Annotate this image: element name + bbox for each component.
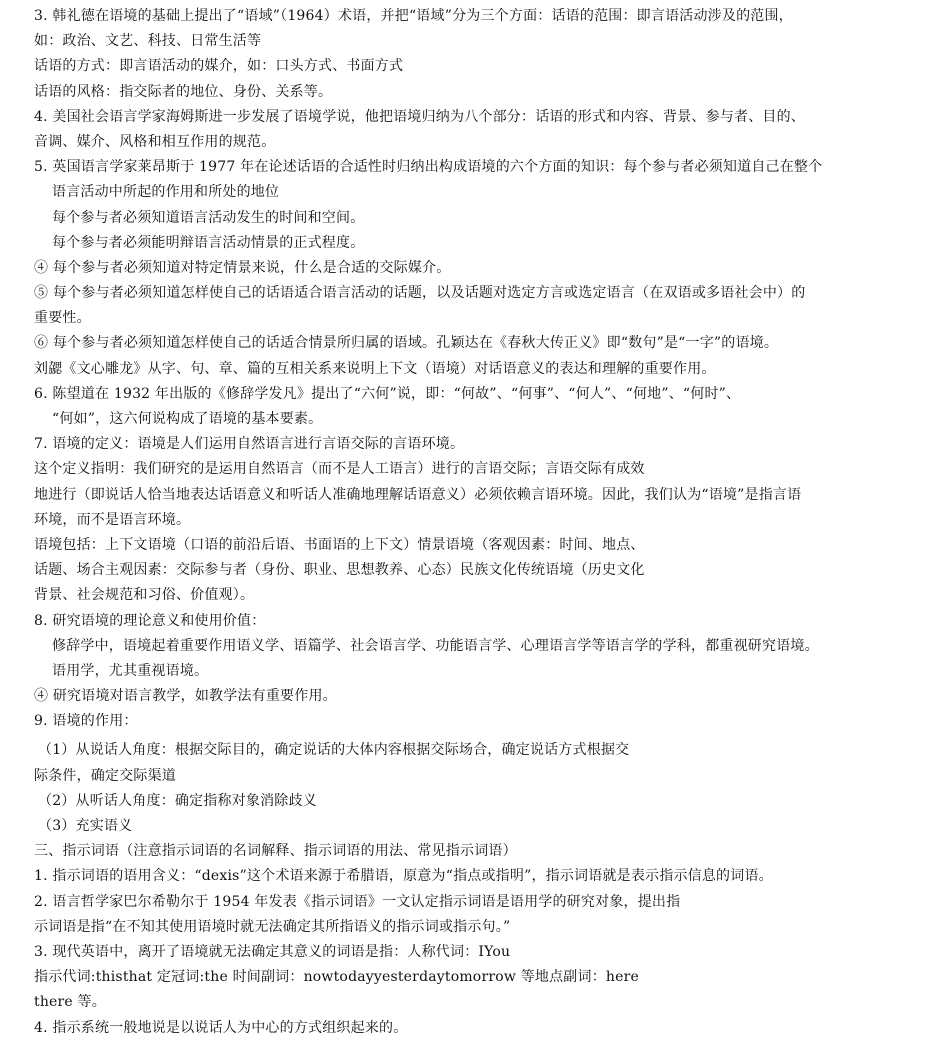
text-line: 7. 语境的定义：语境是人们运用自然语言进行言语交际的言语环境。 — [34, 436, 465, 453]
text-line: 三、指示词语（注意指示词语的名词解释、指示词语的用法、常见指示词语） — [34, 843, 517, 860]
text-line: 1. 指示词语的语用含义：“dexis”这个术语来源于希腊语，原意为“指点或指明”，指示词语就是表示指示信息的词语。 — [34, 868, 773, 885]
text-line: 每个参与者必须能明辩语言活动情景的正式程度。 — [52, 234, 365, 251]
text-line: 4. 指示系统一般地说是以说话人为中心的方式组织起来的。 — [34, 1019, 408, 1036]
text-line: 5. 英国语言学家莱昂斯于 1977 年在论述话语的合适性时归纳出构成语境的六个方面的知识：每个参与者必须知道自己在整个 — [34, 159, 823, 176]
text-line: “何如”，这六何说构成了语境的基本要素。 — [52, 411, 323, 427]
text-line: 话语的风格：指交际者的地位、身份、关系等。 — [34, 83, 333, 100]
text-line: 4. 美国社会语言学家海姆斯进一步发展了语境学说，他把语境归纳为八个部分：话语的形式和内容、背景、参与者、目的、 — [34, 108, 806, 125]
text-line: 2. 语言哲学家巴尔希勒尔于 1954 年发表《指示词语》一文认定指示词语是语用学的研究对象，提出指 — [34, 893, 681, 910]
text-line: 话语的方式：即言语活动的媒介，如：口头方式、书面方式 — [34, 58, 404, 75]
text-line: 修辞学中，语境起着重要作用语义学、语篇学、社会语言学、功能语言学、心理语言学等语言学的学科，都重视研究语境。 — [52, 637, 819, 654]
text-line: 3. 现代英语中，离开了语境就无法确定其意义的词语是指：人称代词：IYou — [34, 943, 511, 960]
text-line: 8. 研究语境的理论意义和使用价值： — [34, 612, 266, 629]
text-line: 刘勰《文心雕龙》从字、句、章、篇的互相关系来说明上下文（语境）对话语意义的表达和理解的重要作用。 — [34, 360, 716, 377]
text-line: ⑤ 每个参与者必须知道怎样使自己的话语适合语言活动的话题，以及话题对选定方言或选定语言（在双语或多语社会中）的 — [34, 285, 806, 302]
text-line: ④ 每个参与者必须知道对特定情景来说，什么是合适的交际媒介。 — [34, 259, 451, 276]
text-line: 语境包括：上下文语境（口语的前沿后语、书面语的上下文）情景语境（客观因素：时间、地点、 — [34, 536, 645, 553]
text-line: 如：政治、文艺、科技、日常生活等 — [34, 33, 262, 50]
text-line: 音调、媒介、风格和相互作用的规范。 — [34, 133, 276, 150]
text-line: 重要性。 — [34, 310, 91, 327]
text-line: 这个定义指明：我们研究的是运用自然语言（而不是人工语言）进行的言语交际；言语交际有成效 — [34, 461, 645, 478]
text-line: 地进行（即说话人恰当地表达话语意义和听话人准确地理解话语意义）必须依赖言语环境。因此，我们认为“语境”是指言语 — [34, 486, 802, 503]
text-line: （2）从听话人角度：确定指称对象消除歧义 — [38, 792, 317, 809]
text-line: 语用学，尤其重视语境。 — [52, 662, 209, 679]
text-line: （3）充实语义 — [38, 818, 133, 834]
text-line: 指示代词:thisthat 定冠词:the 时间副词：nowtodayyesterdaytomorrow 等地点副词：here — [34, 969, 639, 986]
text-line: ④ 研究语境对语言教学，如教学法有重要作用。 — [34, 688, 337, 705]
text-line: 每个参与者必须知道语言活动发生的时间和空间。 — [52, 209, 365, 226]
text-line: there 等。 — [34, 994, 106, 1011]
text-line: 9. 语境的作用： — [34, 713, 138, 730]
text-line: 环境，而不是语言环境。 — [34, 511, 191, 528]
text-line: 语言活动中所起的作用和所处的地位 — [52, 184, 280, 201]
text-line: 背景、社会规范和习俗、价值观）。 — [34, 587, 255, 604]
text-line: ⑥ 每个参与者必须知道怎样使自己的话适合情景所归属的语域。孔颖达在《春秋大传正义》即“数句”是“一字”的语境。 — [34, 335, 779, 352]
text-line: 6. 陈望道在 1932 年出版的《修辞学发凡》提出了“六何”说，即：“何故”、“何事”、“何人”、“何地”、“何时”、 — [34, 385, 741, 402]
text-line: 示词语是指“在不知其使用语境时就无法确定其所指语义的指示词或指示句。” — [34, 918, 511, 935]
text-line: 3. 韩礼德在语境的基础上提出了“语域”（1964）术语，并把“语域”分为三个方面：话语的范围：即言语活动涉及的范围， — [34, 8, 793, 24]
text-line: （1）从说话人角度：根据交际目的，确定说话的大体内容根据交际场合，确定说话方式根据交 — [38, 742, 630, 759]
text-line: 话题、场合主观因素：交际参与者（身份、职业、思想教养、心态）民族文化传统语境（历史文化 — [34, 562, 645, 579]
text-line: 际条件，确定交际渠道 — [34, 767, 176, 784]
